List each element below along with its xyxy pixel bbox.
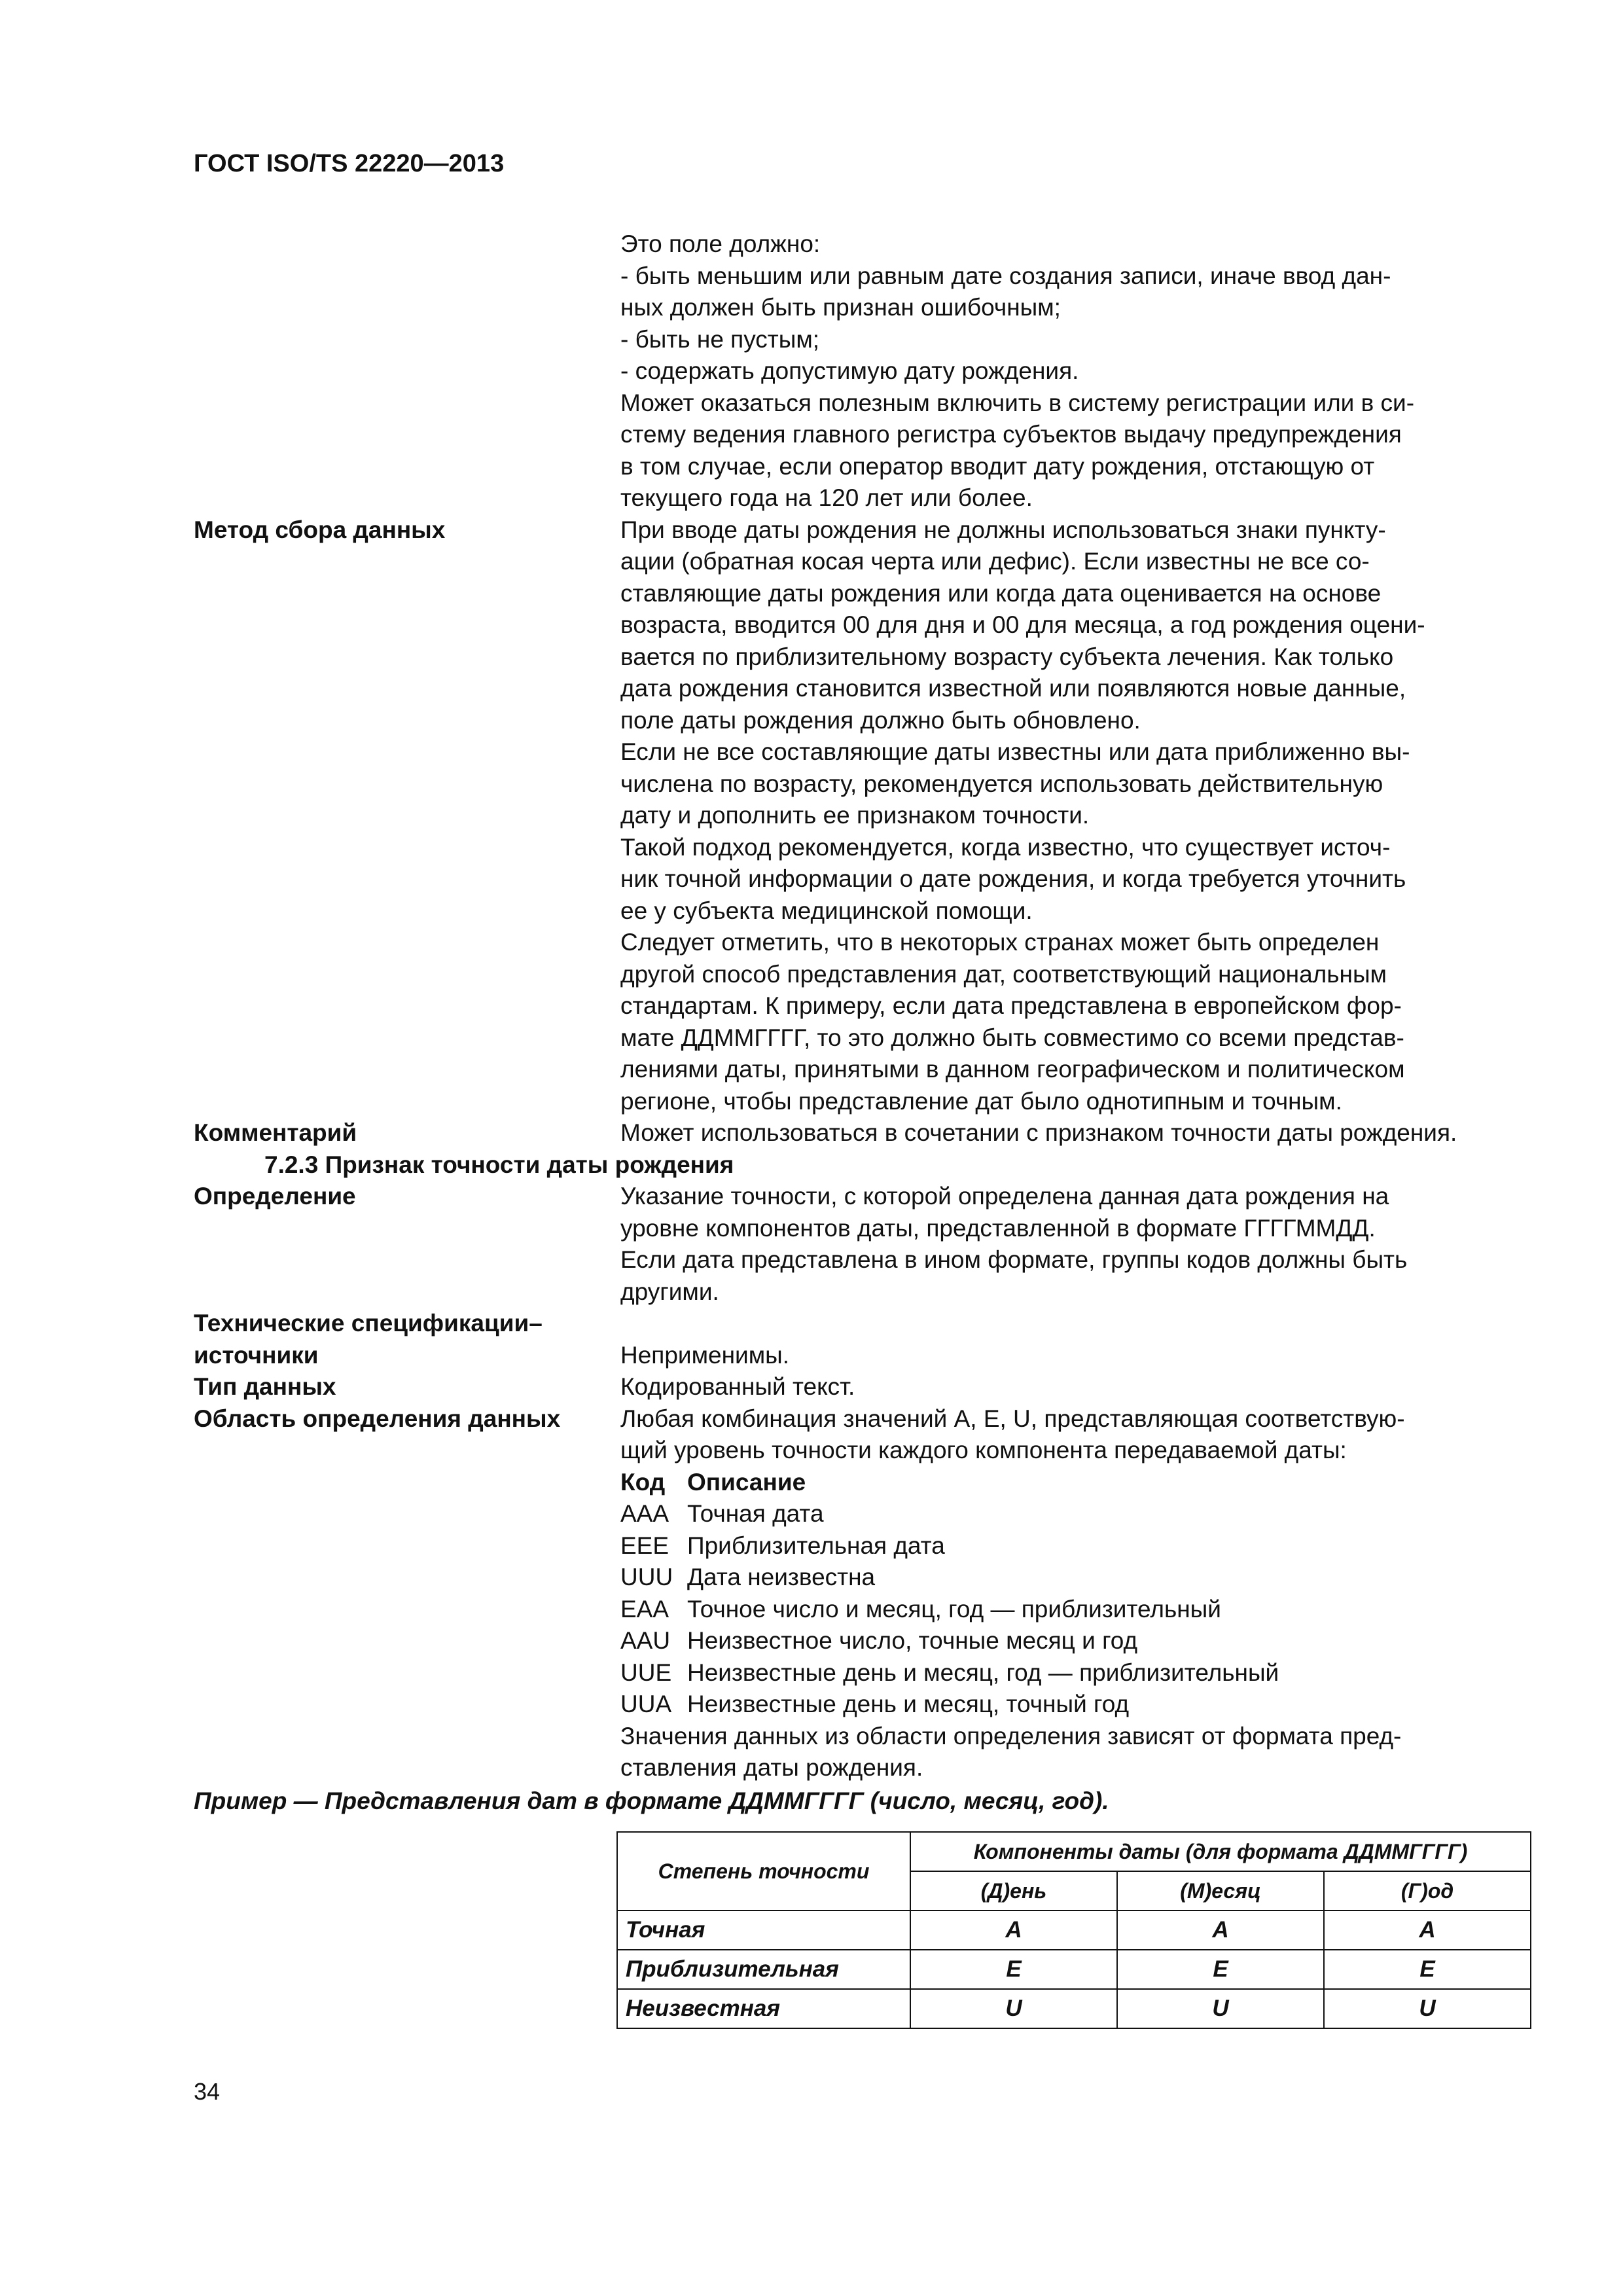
text-line: дату и дополнить ее признаком точности. bbox=[620, 802, 1090, 829]
domain-text bbox=[620, 1403, 1522, 1784]
table-subheader-day: (Д)ень bbox=[910, 1871, 1117, 1910]
text-line: ставляющие даты рождения или когда дата оценивается на основе bbox=[620, 579, 1382, 607]
comment-text: Может использоваться в сочетании с признаком точности даты рождения. bbox=[620, 1119, 1457, 1146]
subsection-title: 7.2.3 Признак точности даты рождения bbox=[264, 1151, 734, 1178]
text-line: При вводе даты рождения не должны использоваться знаки пункту- bbox=[620, 516, 1386, 543]
data-type-section bbox=[194, 1371, 1522, 1403]
document-header: ГОСТ ISO/TS 22220—2013 bbox=[194, 150, 505, 177]
document-body bbox=[194, 228, 1522, 1817]
data-type-label: Тип данных bbox=[194, 1373, 336, 1400]
table-row: Неизвестная U U U bbox=[617, 1989, 1531, 2028]
text-line: Может оказаться полезным включить в систему регистрации или в си- bbox=[620, 389, 1415, 416]
method-section bbox=[194, 514, 1522, 1118]
definition-section bbox=[194, 1181, 1522, 1308]
table-subheader-year: (Г)од bbox=[1324, 1871, 1531, 1910]
table-row: Точная A A A bbox=[617, 1910, 1531, 1950]
text-line: Значения данных из области определения зависят от формата пред- bbox=[620, 1722, 1402, 1749]
text-line: - быть меньшим или равным дате создания записи, иначе ввод дан- bbox=[620, 262, 1391, 289]
text-line: Указание точности, с которой определена данная дата рождения на bbox=[620, 1183, 1389, 1210]
table-header-accuracy: Степень точности bbox=[617, 1832, 910, 1910]
code-list-header: Код Описание bbox=[620, 1468, 806, 1496]
text-line: - быть не пустым; bbox=[620, 325, 820, 353]
text-line: Если не все составляющие даты известны или дата приближенно вы- bbox=[620, 738, 1410, 765]
tech-spec-label: Технические спецификации– источники bbox=[194, 1310, 543, 1369]
data-type-text: Кодированный текст. bbox=[620, 1373, 855, 1400]
text-line: другой способ представления дат, соответствующий национальным bbox=[620, 960, 1387, 988]
code-item: AAA Точная дата bbox=[620, 1500, 824, 1527]
text-line: - содержать допустимую дату рождения. bbox=[620, 357, 1079, 384]
text-line: текущего года на 120 лет или более. bbox=[620, 484, 1033, 511]
text-line: Следует отметить, что в некоторых странах может быть определен bbox=[620, 929, 1380, 956]
code-item: AAU Неизвестное число, точные месяц и год bbox=[620, 1627, 1138, 1654]
text-line: регионе, чтобы представление дат было однотипным и точным. bbox=[620, 1087, 1342, 1115]
definition-text bbox=[620, 1181, 1522, 1308]
text-line: стему ведения главного регистра субъектов выдачу предупреждения bbox=[620, 421, 1402, 448]
domain-label: Область определения данных bbox=[194, 1405, 561, 1432]
text-line: Любая комбинация значений A, E, U, представляющая соответствую- bbox=[620, 1405, 1405, 1432]
code-item: EAA Точное число и месяц, год — приблизительный bbox=[620, 1595, 1221, 1623]
method-label: Метод сбора данных bbox=[194, 516, 446, 543]
text-line: Это поле должно: bbox=[620, 230, 821, 257]
intro-section bbox=[194, 228, 1522, 514]
method-text bbox=[620, 514, 1522, 1118]
text-line: ник точной информации о дате рождения, и когда требуется уточнить bbox=[620, 865, 1406, 892]
text-line: лениями даты, принятыми в данном географическом и политическом bbox=[620, 1056, 1405, 1083]
text-line: Если дата представлена в ином формате, группы кодов должны быть bbox=[620, 1246, 1408, 1273]
text-line: ее у субъекта медицинской помощи. bbox=[620, 897, 1033, 924]
code-item: UUE Неизвестные день и месяц, год — приблизительный bbox=[620, 1659, 1279, 1686]
text-line: в том случае, если оператор вводит дату рождения, отстающую от bbox=[620, 452, 1375, 480]
domain-section bbox=[194, 1403, 1522, 1784]
tech-spec-section bbox=[194, 1308, 1522, 1371]
text-line: стандартам. К примеру, если дата представлена в европейском фор- bbox=[620, 992, 1402, 1019]
text-line: Такой подход рекомендуется, когда известно, что существует источ- bbox=[620, 833, 1391, 861]
text-line: возраста, вводится 00 для дня и 00 для месяца, а год рождения оцени- bbox=[620, 611, 1425, 638]
code-item: EEE Приблизительная дата bbox=[620, 1532, 945, 1559]
definition-label: Определение bbox=[194, 1183, 356, 1210]
code-item: UUU Дата неизвестна bbox=[620, 1564, 876, 1590]
table-row: Приблизительная E E E bbox=[617, 1950, 1531, 1989]
code-item: UUA Неизвестные день и месяц, точный год bbox=[620, 1691, 1130, 1717]
text-line: щий уровень точности каждого компонента передаваемой даты: bbox=[620, 1437, 1347, 1463]
table-subheader-month: (М)есяц bbox=[1117, 1871, 1324, 1910]
comment-section bbox=[194, 1117, 1522, 1149]
intro-text bbox=[620, 228, 1522, 514]
text-line: дата рождения становится известной или появляются новые данные, bbox=[620, 675, 1406, 702]
text-line: вается по приблизительному возрасту субъекта лечения. Как только bbox=[620, 643, 1394, 670]
text-line: уровне компонентов даты, представленной в формате ГГГГММДД. bbox=[620, 1214, 1376, 1242]
tech-spec-text: Неприменимы. bbox=[620, 1341, 790, 1369]
text-line: поле даты рождения должно быть обновлено. bbox=[620, 706, 1141, 734]
text-line: ации (обратная косая черта или дефис). Если известны не все со- bbox=[620, 548, 1370, 575]
text-line: мате ДДММГГГГ, то это должно быть совместимо со всеми представ- bbox=[620, 1024, 1404, 1051]
text-line: ставления даты рождения. bbox=[620, 1754, 923, 1781]
page-number: 34 bbox=[194, 2078, 221, 2105]
example-caption: Пример — Представления дат в формате ДДММГГГГ (число, месяц, год). bbox=[194, 1787, 1109, 1814]
text-line: ных должен быть признан ошибочным; bbox=[620, 294, 1061, 321]
table-header-components: Компоненты даты (для формата ДДММГГГГ) bbox=[910, 1832, 1531, 1871]
text-line: числена по возрасту, рекомендуется использовать действительную bbox=[620, 770, 1383, 797]
accuracy-table bbox=[616, 1831, 1531, 2029]
text-line: другими. bbox=[620, 1278, 719, 1305]
comment-label: Комментарий bbox=[194, 1119, 357, 1146]
